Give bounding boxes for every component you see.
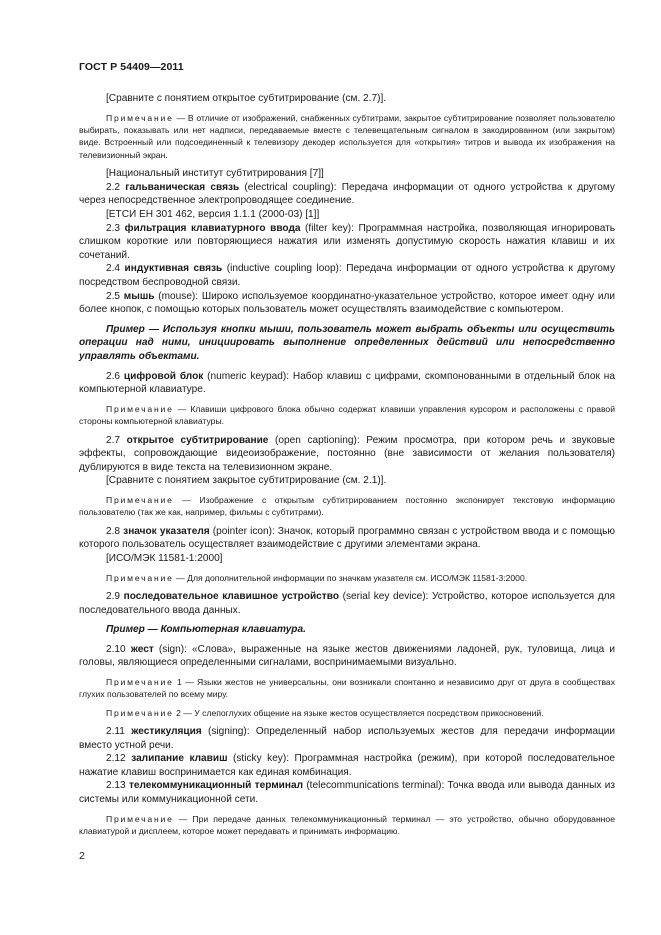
note: Примечание 1 — Языки жестов не универсальны, они возникали спонтанно и независимо друг от друга в сообществах глухих пользователей по всему миру. [79,676,615,700]
term-entry-2-11: 2.11 жестикуляция (signing): Определенный набор используемых жестов для передачи информации вместо устной речи. [79,726,616,751]
term-entry-2-13: 2.13 телекоммуникационный терминал (telecommunications terminal): Точка ввода или вывода данных из системы или коммуникационной сети. [79,780,615,806]
source-reference: [ЕТСИ ЕН 301 462, версия 1.1.1 (2000-03) [1]] [106,209,320,220]
note: Примечание — Клавиши цифрового блока обычно содержат клавиши управления курсором и расположены с правой стороны компьютерной клавиатуры. [79,403,616,427]
term-entry-2-12: 2.12 залипание клавиш (sticky key): Программная настройка (режим), при которой последовательное нажатие клавиш воспринимается как единая комбинация. [79,753,615,778]
note: Примечание — При передаче данных телекоммуникационный терминал — это устройство, обычно оборудованное клавиатурой и дисплеем, которое может передавать и принимать информацию. [79,813,615,837]
note: Примечание — Изображение с открытым субтитрированием постоянно экспонирует текстовую информацию пользователю (так же как, например, фильмы с субтитрами). [79,494,615,518]
term-entry-2-7: 2.7 открытое субтитрирование (open captioning): Режим просмотра, при котором речь и звуковые эффекты, сопровождающие видеоизображение, постоянно (вне зависимости от желания пользователя) дублируются в виде текста на телевизионном экране. [79,434,615,473]
term-entry-2-2: 2.2 гальваническая связь (electrical coupling): Передача информации от одного устройства к другому через непосредственное электропроводящее соединение. [79,181,615,207]
cross-reference: [Сравните с понятием открытое субтитрирование (см. 2.7)]. [106,93,387,104]
term-entry-2-5: 2.5 мышь (mouse): Широко используемое координатно-указательное устройство, которое имеет одну или более кнопок, с помощью которых пользователь может осуществлять взаимодействие с компьютером. [79,290,615,316]
document-body [79,92,615,843]
note: Примечание — Для дополнительной информации по значкам указателя см. ИСО/МЭК 11581-3:2000. [106,572,528,583]
source-reference: [ИСО/МЭК 11581-1:2000] [106,552,223,564]
term-entry-2-4: 2.4 индуктивная связь (inductive coupling loop): Передача информации от одного устройства к другому посредством беспроводной связи. [79,263,616,288]
standard-header: ГОСТ Р 54409—2011 [79,61,184,73]
note: Примечание — В отличие от изображений, снабженных субтитрами, закрытое субтитрирование позволяет пользователю выбирать, показывать или нет надписи, передаваемые вместе с телевещательным сигналом в закодированном (или закрытом) виде. Встроенный или подсоединенный к телевизору декодер используется для «открытия» титров и вывода их изображения на телевизионный экран. [79,112,615,160]
example: Пример — Компьютерная клавиатура. [106,624,306,636]
term-entry-2-10: 2.10 жест (sign): «Слова», выраженные на языке жестов движениями ладоней, рук, туловища, лица и головы, являющиеся определенными сигналами, воспринимаемыми визуально. [79,643,615,669]
term-entry-2-6: 2.6 цифровой блок (numeric keypad): Набор клавиш с цифрами, скомпонованными в отдельный блок на компьютерной клавиатуре. [79,370,615,396]
note: Примечание 2 — У слепоглухих общение на языке жестов осуществляется посредством прикосновений. [106,707,544,718]
term-entry-2-8: 2.8 значок указателя (pointer icon): Значок, который программно связан с устройством ввода и с помощью которого пользователь осуществляет взаимодействие с другими элементами экрана. [79,525,615,551]
term-entry-2-9: 2.9 последовательное клавишное устройство (serial key device): Устройство, которое используется для последовательного ввода данных. [79,590,615,616]
term-entry-2-3: 2.3 фильтрация клавиатурного ввода (filter key): Программная настройка, позволяющая игнорировать слишком короткие или повторяющиеся нажатия или изменять допустимую скорость нажатия клавиш и их сочетаний. [79,222,616,261]
cross-reference: [Сравните с понятием закрытое субтитрирование (см. 2.1)]. [106,475,387,487]
source-reference: [Национальный институт субтитрирования [7]] [106,168,324,180]
example: Пример — Используя кнопки мыши, пользователь может выбрать объекты или осуществить операции над ними, инициировать выполнение определенных действий или непосредственно управлять объектами. [79,323,615,362]
page-number: 2 [79,850,85,862]
